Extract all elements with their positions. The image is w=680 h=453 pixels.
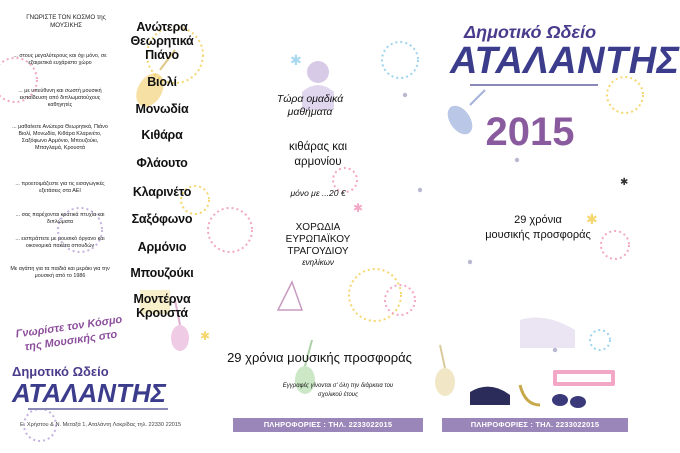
years-line-2: μουσικής προσφοράς: [485, 229, 591, 241]
year: 2015: [485, 110, 575, 154]
intro-block: ... σας παρέχονται κρατικά πτυχία και διπλώματα: [15, 212, 105, 225]
info-bar: ΠΛΗΡΟΦΟΡΙΕΣ : ΤΗΛ. 2233022015: [442, 418, 628, 432]
subject-item: Φλάουτο: [136, 156, 188, 170]
intro-block: ... με υπεύθυνη και σωστή μουσική εκπαίδευση από διπλωματούχους καθηγητές: [18, 88, 102, 108]
guitar-organ-text: κιθάρας και αρμονίου: [288, 141, 348, 168]
logo-underline: [28, 408, 168, 410]
saxophone-icon: [520, 385, 540, 405]
choir-line-2: ΕΥΡΩΠΑΪΚΟΥ: [285, 234, 351, 245]
slogan: Γνωρίστε τον Κόσμο της Μουσικής στο: [15, 313, 124, 354]
info-bar: ΠΛΗΡΟΦΟΡΙΕΣ : ΤΗΛ. 2233022015: [233, 418, 423, 432]
intro-block: ... εισπράττετε με μουσικό όργανο και οικονομικά πακέτα σπουδών: [15, 236, 105, 249]
address: Ε. Χρήστου & Ν. Μεταξά 1, Αταλάντη Λοκρίδας τηλ. 22330 22015: [20, 422, 182, 428]
piano-icon: [520, 318, 575, 348]
svg-text:✱: ✱: [620, 177, 629, 188]
logo-underline: [470, 84, 598, 86]
registration-text: Εγγραφές γίνονται σ' όλη την διάρκεια του σχολικού έτους: [282, 383, 394, 398]
subject-item: Βιολί: [147, 75, 177, 89]
intro-block: Με αγάπη για τα παιδιά και μεράκι για την μουσική από το 1986: [10, 266, 110, 279]
keyboard-icon: [553, 370, 615, 386]
choir-line-4: ενηλίκων: [302, 258, 334, 267]
svg-text:✱: ✱: [200, 329, 211, 343]
logo-title: ΑΤΑΛΑΝΤΗΣ: [12, 378, 167, 408]
intro-block: ... προετοιμάζεστε για τις εισαγωγικές εξετάσεις στα ΑΕΙ: [15, 181, 105, 194]
drums-icon: [552, 394, 586, 408]
svg-text:✱: ✱: [586, 212, 598, 228]
logo-subtitle: Δημοτικό Ωδείο: [464, 22, 597, 42]
svg-text:✱: ✱: [290, 53, 302, 69]
years-line-1: 29 χρόνια: [514, 214, 562, 226]
guitar-icon: [435, 345, 455, 396]
intro-title: ΓΝΩΡΙΣΤΕ ΤΟΝ ΚΟΣΜΟ της ΜΟΥΣΙΚΗΣ: [26, 14, 106, 29]
intro-block: ... μαθαίνετε Ανώτερα Θεωρητικά, Πιάνο Βιολί, Μονωδία, Κιθάρα Κλαρινέτο, Σαξόφωνο Αρμόνιο, Μπουζούκι, Μπαγλαμά, Κρουστά: [12, 124, 108, 151]
intro-block: ... στους μεγαλύτερους και όχι μόνο, σε εξαιρετικά ευχάριστο χώρο: [13, 53, 107, 66]
subject-item: Κιθάρα: [141, 128, 183, 142]
subject-item: Κλαρινέτο: [132, 185, 192, 199]
subject-item: Σαξόφωνο: [131, 212, 193, 226]
subject-item: Ανώτερα Θεωρητικά: [130, 20, 194, 48]
group-lessons-text: Τώρα ομαδικά μαθήματα: [276, 93, 344, 118]
subject-item: Μονωδία: [135, 102, 189, 116]
middle-panel: [213, 0, 426, 453]
choir-line-1: ΧΟΡΩΔΙΑ: [295, 222, 341, 233]
subject-item: Μοντέρνα Κρουστά: [133, 292, 191, 320]
left-panel: [0, 0, 213, 453]
price-text: μόνο με ...20 €: [290, 188, 346, 198]
logo-title: ΑΤΑΛΑΝΤΗΣ: [450, 40, 680, 82]
subject-item: Μπουζούκι: [130, 266, 194, 280]
choir-line-3: ΤΡΑΓΟΥΔΙΟΥ: [287, 246, 349, 257]
grand-piano-icon: [470, 387, 510, 405]
years-offering-text: 29 χρόνια μουσικής προσφοράς: [227, 350, 412, 365]
svg-text:✱: ✱: [353, 201, 364, 215]
subject-item: Αρμόνιο: [137, 240, 187, 254]
logo-subtitle: Δημοτικό Ωδείο: [12, 364, 109, 379]
subject-item: Πιάνο: [145, 48, 179, 62]
